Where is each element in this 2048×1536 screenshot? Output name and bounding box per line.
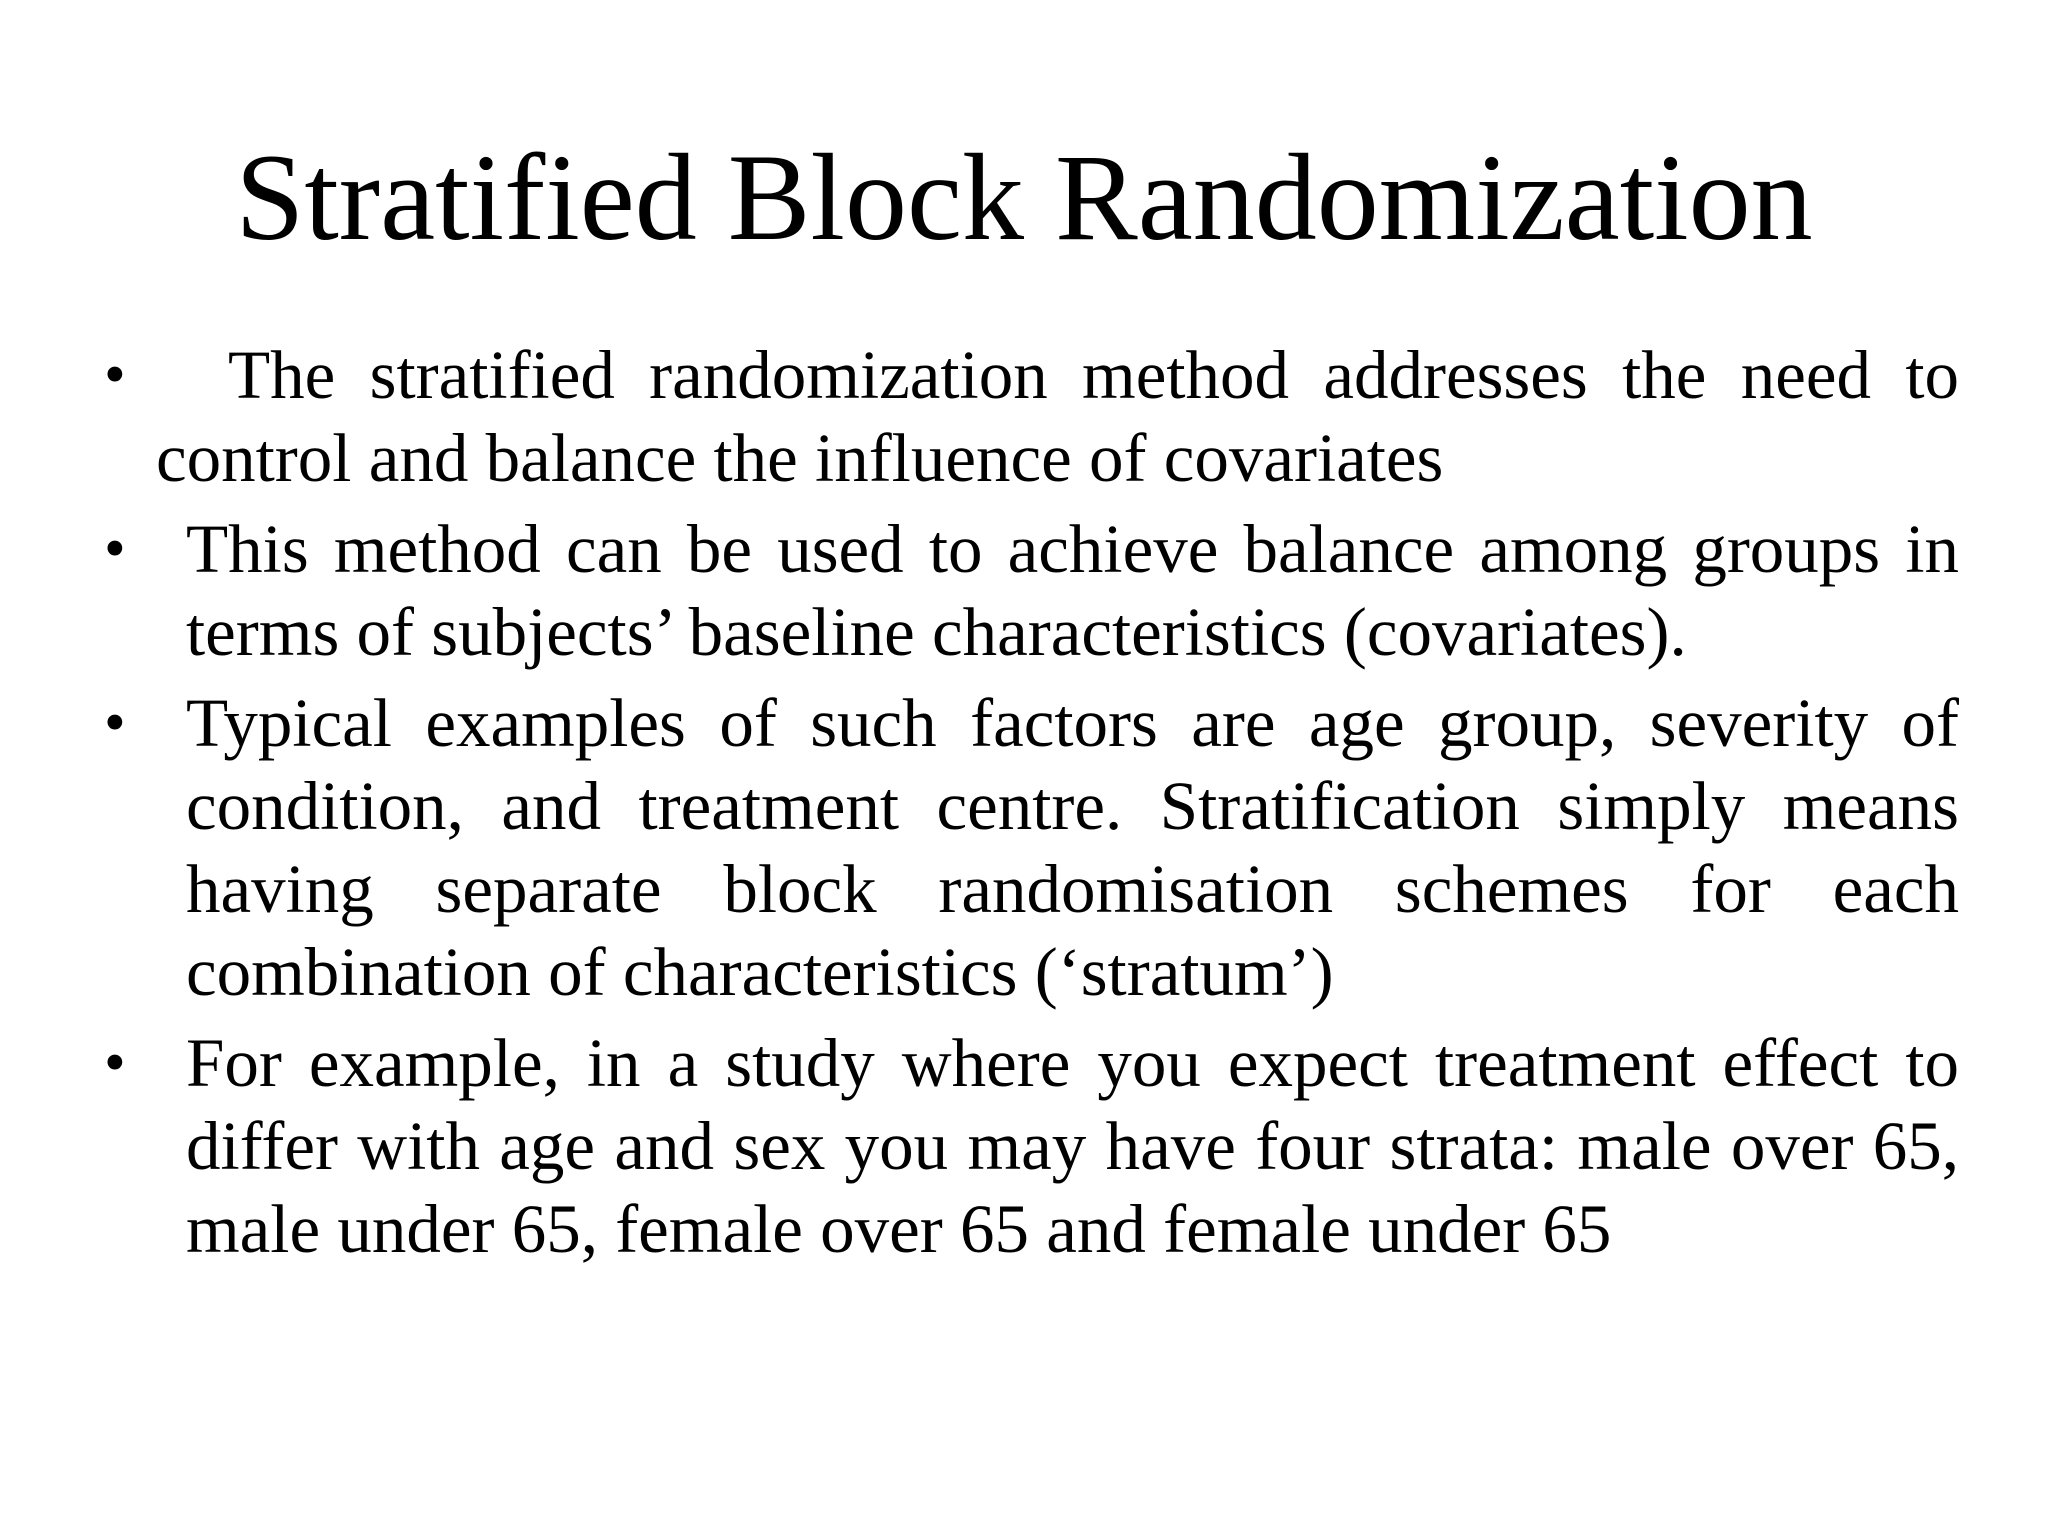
bullet-text: This method can be used to achieve balance among groups in terms of subjects’ baseline characteristics (covariates). <box>186 511 1959 670</box>
bullet-dot-icon: • <box>104 341 126 409</box>
slide-title: Stratified Block Randomization <box>235 129 1813 266</box>
bullet-dot-icon: • <box>104 515 126 583</box>
bullet-text: Typical examples of such factors are age group, severity of condition, and treatment centre. Stratification simply means having separate block randomisation schemes for each combination of characteristics (‘stratum’) <box>186 685 1959 1010</box>
bullet-item-examples <box>104 682 1959 1014</box>
bullet-item-balance <box>104 508 1959 674</box>
bullet-text: The stratified randomization method addresses the need to control and balance the influence of covariates <box>156 337 1959 496</box>
bullet-text: For example, in a study where you expect treatment effect to differ with age and sex you may have four strata: male over 65, male under 65, female over 65 and female under 65 <box>186 1025 1959 1267</box>
bullet-dot-icon: • <box>104 689 126 757</box>
bullet-item-strata <box>104 1022 1959 1271</box>
bullet-item-covariates <box>104 334 1959 500</box>
bullet-list <box>104 334 1959 1279</box>
bullet-dot-icon: • <box>104 1029 126 1097</box>
